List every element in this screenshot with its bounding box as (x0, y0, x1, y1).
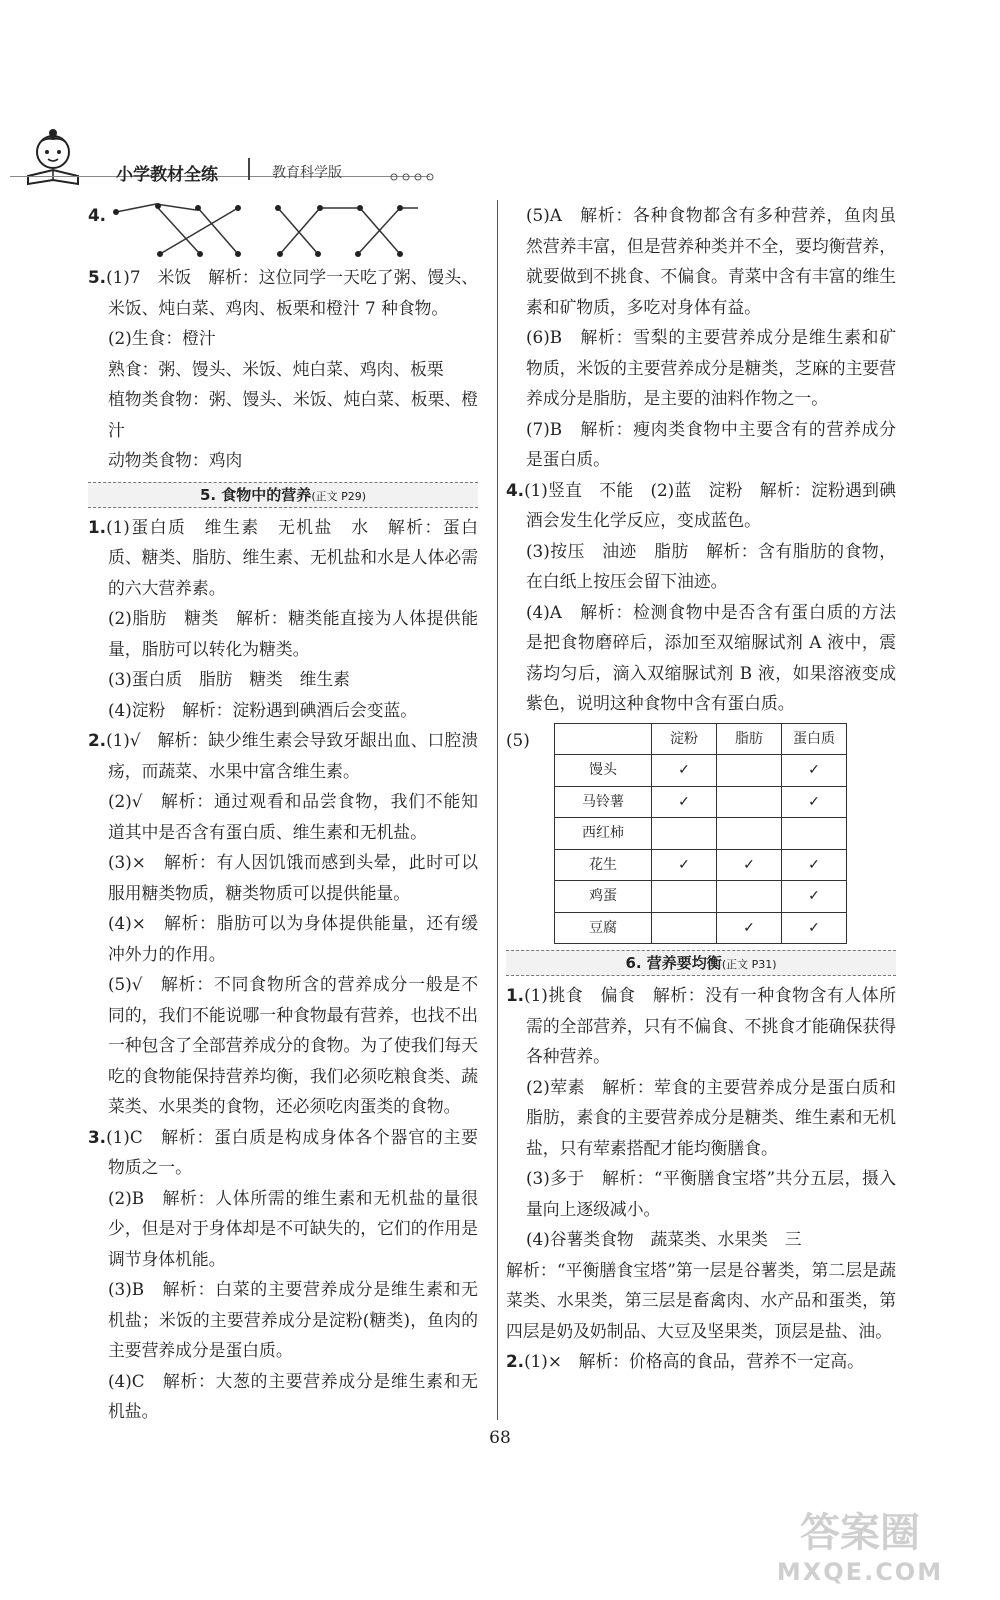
page-number: 68 (489, 1428, 511, 1448)
table-header-cell: 脂肪 (717, 723, 782, 755)
answer-text: (1)挑食 偏食 解析：没有一种食物含有人体所需的全部营养，只有不偏食、不挑食才能确保获得各种营养。 (524, 985, 896, 1066)
section-page-ref: (正文 P29) (311, 489, 367, 503)
header-separator (248, 158, 250, 180)
answer-s6-q1-3: (3)多于 解析：“平衡膳食宝塔”共分五层，摄入量向上逐级减小。 (526, 1168, 896, 1219)
question-number: 5. (88, 267, 107, 287)
answer-text: (1)蛋白质 维生素 无机盐 水 解析：蛋白质、糖类、脂肪、维生素、无机盐和水是人体必需的六大营养素。 (106, 516, 478, 598)
check-cell: ✓ (782, 849, 847, 881)
section-heading (506, 950, 896, 976)
check-cell: ✓ (782, 912, 847, 944)
table-header-cell: 淀粉 (652, 723, 717, 755)
answer-q5-2-cooked: 熟食：粥、馒头、米饭、炖白菜、鸡肉、板栗 (108, 358, 444, 379)
answer-s6-q1-1 (506, 980, 896, 1072)
check-cell: ✓ (652, 849, 717, 881)
check-cell (652, 881, 717, 913)
left-column (88, 200, 478, 1427)
answer-q5-2-animal: 动物类食物：鸡肉 (108, 450, 243, 470)
answer-s5-q3-4: (4)C 解析：大葱的主要营养成分是维生素和无机盐。 (108, 1370, 478, 1421)
table-row (555, 881, 847, 913)
food-name-cell: 豆腐 (555, 912, 652, 944)
check-cell: ✓ (652, 786, 717, 818)
answer-s5-q1-2: (2)脂肪 糖类 解析：糖类能直接为人体提供能量，脂肪可以转化为糖类。 (108, 608, 478, 659)
check-cell: ✓ (717, 912, 782, 944)
check-cell: ✓ (782, 755, 847, 787)
answer-text: (1)× 解析：价格高的食品，营养不一定高。 (524, 1351, 864, 1371)
watermark-logo-url: MXQE.COM (776, 1558, 944, 1586)
food-name-cell: 西红柿 (555, 818, 652, 850)
question-number: 4. (506, 479, 525, 500)
watermark-logo (750, 1498, 970, 1588)
answer-text: (1)√ 解析：缺少维生素会导致牙龈出血、口腔溃疡，而蔬菜、水果中富含维生素。 (106, 730, 478, 781)
answer-s5-q1-1 (88, 512, 478, 604)
answer-s5-q4-3: (3)按压 油迹 脂肪 解析：含有脂肪的食物，在白纸上按压会留下油迹。 (526, 540, 896, 591)
answer-s5-q3-2: (2)B 解析：人体所需的维生素和无机盐的量很少，但是对于身体却是不可缺失的，它们的作用是调节身体机能。 (108, 1187, 478, 1269)
answer-s5-q2-1 (88, 725, 478, 786)
answer-s5-q2-5: (5)√ 解析：不同食物所含的营养成分一般是不同的，我们不能说哪一种食物最有营养，也找不出一种包含了全部营养成分的食物。为了使我们每天吃的食物能保持营养均衡，我们必须吃粮食类、蔬菜类、水果类的食物，还必须吃肉蛋类的食物。 (108, 974, 478, 1116)
answer-s5-q3-6: (6)B 解析：雪梨的主要营养成分是维生素和矿物质，米饭的主要营养成分是糖类，芝麻的主要营养成分是脂肪，是主要的油料作物之一。 (526, 327, 896, 408)
sub-question-label: (5) (506, 729, 530, 750)
question-number: 1. (88, 516, 107, 537)
answer-s6-q1-4-analysis: 解析：“平衡膳食宝塔”第一层是谷薯类，第二层是蔬菜类、水果类，第三层是畜禽肉、水产品和蛋类，第四层是奶及奶制品、大豆及坚果类，顶层是盐、油。 (506, 1259, 896, 1341)
section-page-ref: (正文 P31) (721, 958, 777, 971)
question-number: 2. (506, 1351, 525, 1371)
section-title: 5. 食物中的营养 (199, 485, 312, 504)
food-name-cell: 鸡蛋 (555, 881, 652, 913)
answer-s6-q1-4: (4)谷薯类食物 蔬菜类、水果类 三 (526, 1229, 802, 1249)
question-number: 3. (88, 1126, 107, 1147)
table-row (555, 755, 847, 787)
table-row (555, 912, 847, 944)
matching-lines-answer (88, 200, 478, 262)
answer-s5-q3-5: (5)A 解析：各种食物都含有多种营养，鱼肉虽然营养丰富，但是营养种类并不全，要均衡营养，就要做到不挑食、不偏食。青菜中含有丰富的维生素和矿物质，多吃对身体有益。 (526, 205, 896, 317)
check-cell (782, 818, 847, 850)
question-number: 1. (506, 985, 525, 1005)
check-cell: ✓ (782, 786, 847, 818)
food-name-cell: 馒头 (555, 755, 652, 787)
answer-s5-q3-3: (3)B 解析：白菜的主要营养成分是维生素和无机盐；米饭的主要营养成分是淀粉(糖类)，鱼肉的主要营养成分是蛋白质。 (108, 1279, 478, 1360)
table-row (555, 786, 847, 818)
answer-q5-2-plant: 植物类食物：粥、馒头、米饭、炖白菜、板栗、橙汁 (108, 389, 478, 440)
answer-s6-q1-2: (2)荤素 解析：荤食的主要营养成分是蛋白质和脂肪，素食的主要营养成分是糖类、维生素和无机盐，只有荤素搭配才能均衡膳食。 (526, 1076, 896, 1158)
food-name-cell: 花生 (555, 849, 652, 881)
answer-text: (1)竖直 不能 (2)蓝 淀粉 解析：淀粉遇到碘酒会发生化学反应，变成蓝色。 (524, 479, 896, 530)
watermark-logo-text: 答案圈 (800, 1510, 920, 1556)
answer-text: (1)C 解析：蛋白质是构成身体各个器官的主要物质之一。 (106, 1126, 478, 1177)
answer-s5-q3-1 (88, 1122, 478, 1183)
edition-label: 教育科学版 (272, 165, 342, 181)
nutrient-test-table (554, 723, 847, 945)
answer-s5-q4-1 (506, 475, 896, 536)
decorative-dots-icon (388, 172, 448, 182)
answer-s5-q3-7: (7)B 解析：瘦肉类食物中主要含有的营养成分是蛋白质。 (526, 418, 896, 469)
table-row (555, 818, 847, 850)
matching-lines-diagram (88, 200, 478, 262)
answer-s5-q2-3: (3)× 解析：有人因饥饿而感到头晕，此时可以服用糖类物质，糖类物质可以提供能量。 (108, 852, 478, 903)
section-title: 6. 营养要均衡 (625, 954, 722, 972)
check-cell (717, 881, 782, 913)
question-number: 2. (88, 730, 107, 750)
food-name-cell: 马铃薯 (555, 786, 652, 818)
answer-s5-q2-2: (2)√ 解析：通过观看和品尝食物，我们不能知道其中是否含有蛋白质、维生素和无机盐。 (108, 791, 478, 842)
check-cell: ✓ (652, 755, 717, 787)
page-header (0, 120, 1000, 190)
header-rule (10, 176, 430, 177)
table-row (555, 849, 847, 881)
right-column (506, 200, 896, 1377)
answer-s5-q1-3: (3)蛋白质 脂肪 糖类 维生素 (108, 669, 350, 689)
mascot-reading-icon (18, 128, 88, 188)
answer-q5-1 (88, 262, 478, 323)
answer-q5-2: (2)生食：橙汁 (108, 328, 216, 348)
check-cell (652, 912, 717, 944)
check-cell (717, 786, 782, 818)
check-cell (717, 755, 782, 787)
check-cell: ✓ (782, 881, 847, 913)
check-cell (652, 818, 717, 850)
answer-s6-q2-1 (506, 1346, 896, 1377)
table-header-cell (555, 723, 652, 755)
table-header-row (555, 723, 847, 755)
check-cell (717, 818, 782, 850)
answer-s5-q4-5 (506, 723, 896, 945)
answer-text: (1)7 米饭 解析：这位同学一天吃了粥、馒头、米饭、炖白菜、鸡肉、板栗和橙汁 7 种食物。 (106, 267, 478, 318)
answer-s5-q4-4: (4)A 解析：检测食物中是否含有蛋白质的方法是把食物磨碎后，添加至双缩脲试剂 A 液中，震荡均匀后，滴入双缩脲试剂 B 液，如果溶液变成紫色，说明这种食物中含有蛋白质。 (526, 601, 896, 713)
question-number: 4. (88, 205, 107, 225)
table-header-cell: 蛋白质 (782, 723, 847, 755)
book-title: 小学教材全练 (116, 165, 218, 185)
answer-s5-q1-4: (4)淀粉 解析：淀粉遇到碘酒后会变蓝。 (108, 699, 418, 720)
section-heading (88, 482, 478, 508)
column-divider (497, 200, 498, 1420)
check-cell: ✓ (717, 849, 782, 881)
answer-s5-q2-4: (4)× 解析：脂肪可以为身体提供能量，还有缓冲外力的作用。 (108, 913, 478, 964)
